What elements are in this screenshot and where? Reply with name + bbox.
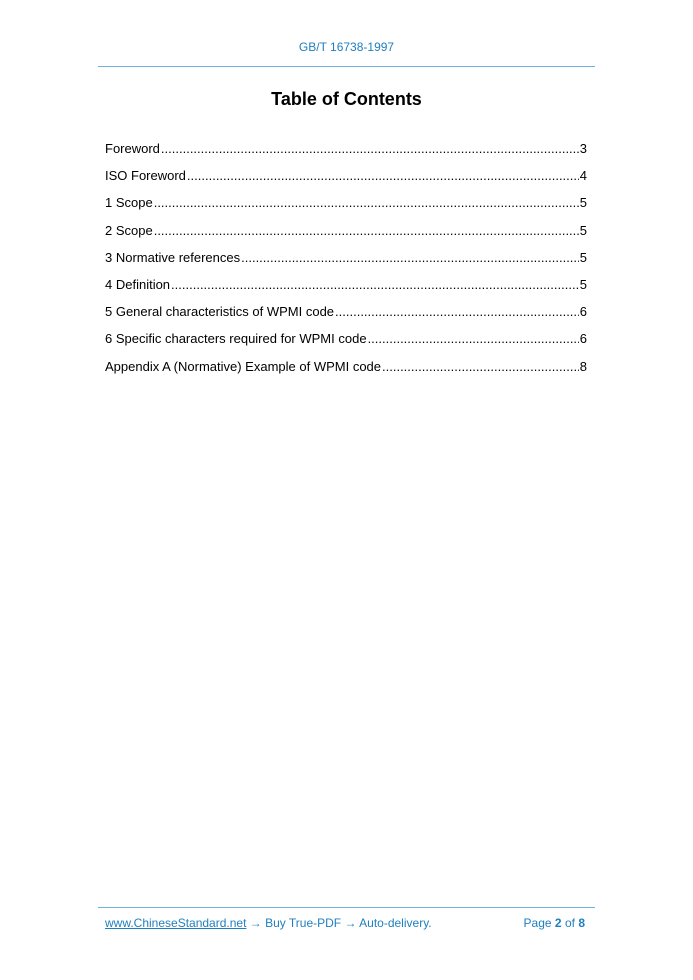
document-code-header: GB/T 16738-1997 xyxy=(298,40,395,54)
chinesestandard-link[interactable]: www.ChineseStandard.net xyxy=(105,916,247,930)
toc-entry-page: 6 xyxy=(579,304,587,320)
toc-entry-foreword[interactable] xyxy=(105,141,587,168)
toc-entry-label: ISO Foreword xyxy=(105,168,186,184)
toc-entry-general-characteristics[interactable] xyxy=(105,304,587,331)
toc-entry-label: 5 General characteristics of WPMI code xyxy=(105,304,335,320)
toc-entry-label: 4 Definition xyxy=(105,276,171,292)
buy-true-pdf-text: Buy True-PDF xyxy=(265,916,342,930)
toc-entry-1-scope[interactable] xyxy=(105,195,587,222)
toc-entry-label: 3 Normative references xyxy=(105,249,241,265)
toc-entry-page: 5 xyxy=(579,249,587,265)
arrow-right-icon: → xyxy=(344,916,357,930)
toc-entry-page: 5 xyxy=(579,276,587,292)
toc-entry-specific-characters[interactable] xyxy=(105,331,587,358)
toc-entry-2-scope[interactable] xyxy=(105,223,587,250)
toc-dot-leader xyxy=(241,250,579,265)
toc-entry-label: Appendix A (Normative) Example of WPMI code xyxy=(105,358,382,374)
toc-entry-page: 8 xyxy=(579,358,587,374)
toc-dot-leader xyxy=(335,304,579,319)
toc-entry-normative-references[interactable] xyxy=(105,250,587,277)
arrow-right-icon: → xyxy=(249,916,262,930)
page-indicator xyxy=(524,916,585,930)
toc-entry-page: 6 xyxy=(579,331,587,347)
toc-entry-iso-foreword[interactable] xyxy=(105,168,587,195)
footer-divider xyxy=(98,907,595,908)
toc-dot-leader xyxy=(368,331,579,346)
toc-entry-page: 5 xyxy=(579,222,587,238)
toc-entry-label: 2 Scope xyxy=(105,222,153,238)
toc-entry-label: 1 Scope xyxy=(105,195,153,211)
page-word: Page xyxy=(523,916,552,930)
current-page-number: 2 xyxy=(554,916,562,930)
of-word: of xyxy=(564,916,575,930)
toc-entry-page: 3 xyxy=(579,141,587,156)
page-footer xyxy=(105,916,585,930)
auto-delivery-text: Auto-delivery. xyxy=(359,916,432,930)
toc-entry-page: 4 xyxy=(579,168,587,184)
toc-entry-label: Foreword xyxy=(105,141,160,156)
footer-promo xyxy=(105,916,432,930)
toc-dot-leader xyxy=(154,195,579,210)
toc-dot-leader xyxy=(154,223,579,238)
toc-entry-label: 6 Specific characters required for WPMI code xyxy=(105,331,367,347)
toc-entry-definition[interactable] xyxy=(105,277,587,304)
table-of-contents xyxy=(105,141,587,386)
header-divider xyxy=(98,66,595,67)
toc-dot-leader xyxy=(171,277,579,292)
total-pages-number: 8 xyxy=(578,916,585,930)
toc-dot-leader xyxy=(187,168,579,183)
page-title: Table of Contents xyxy=(271,89,422,109)
toc-dot-leader xyxy=(161,141,579,156)
toc-entry-page: 5 xyxy=(579,195,587,211)
toc-entry-appendix-a[interactable] xyxy=(105,359,587,386)
toc-dot-leader xyxy=(382,359,579,374)
